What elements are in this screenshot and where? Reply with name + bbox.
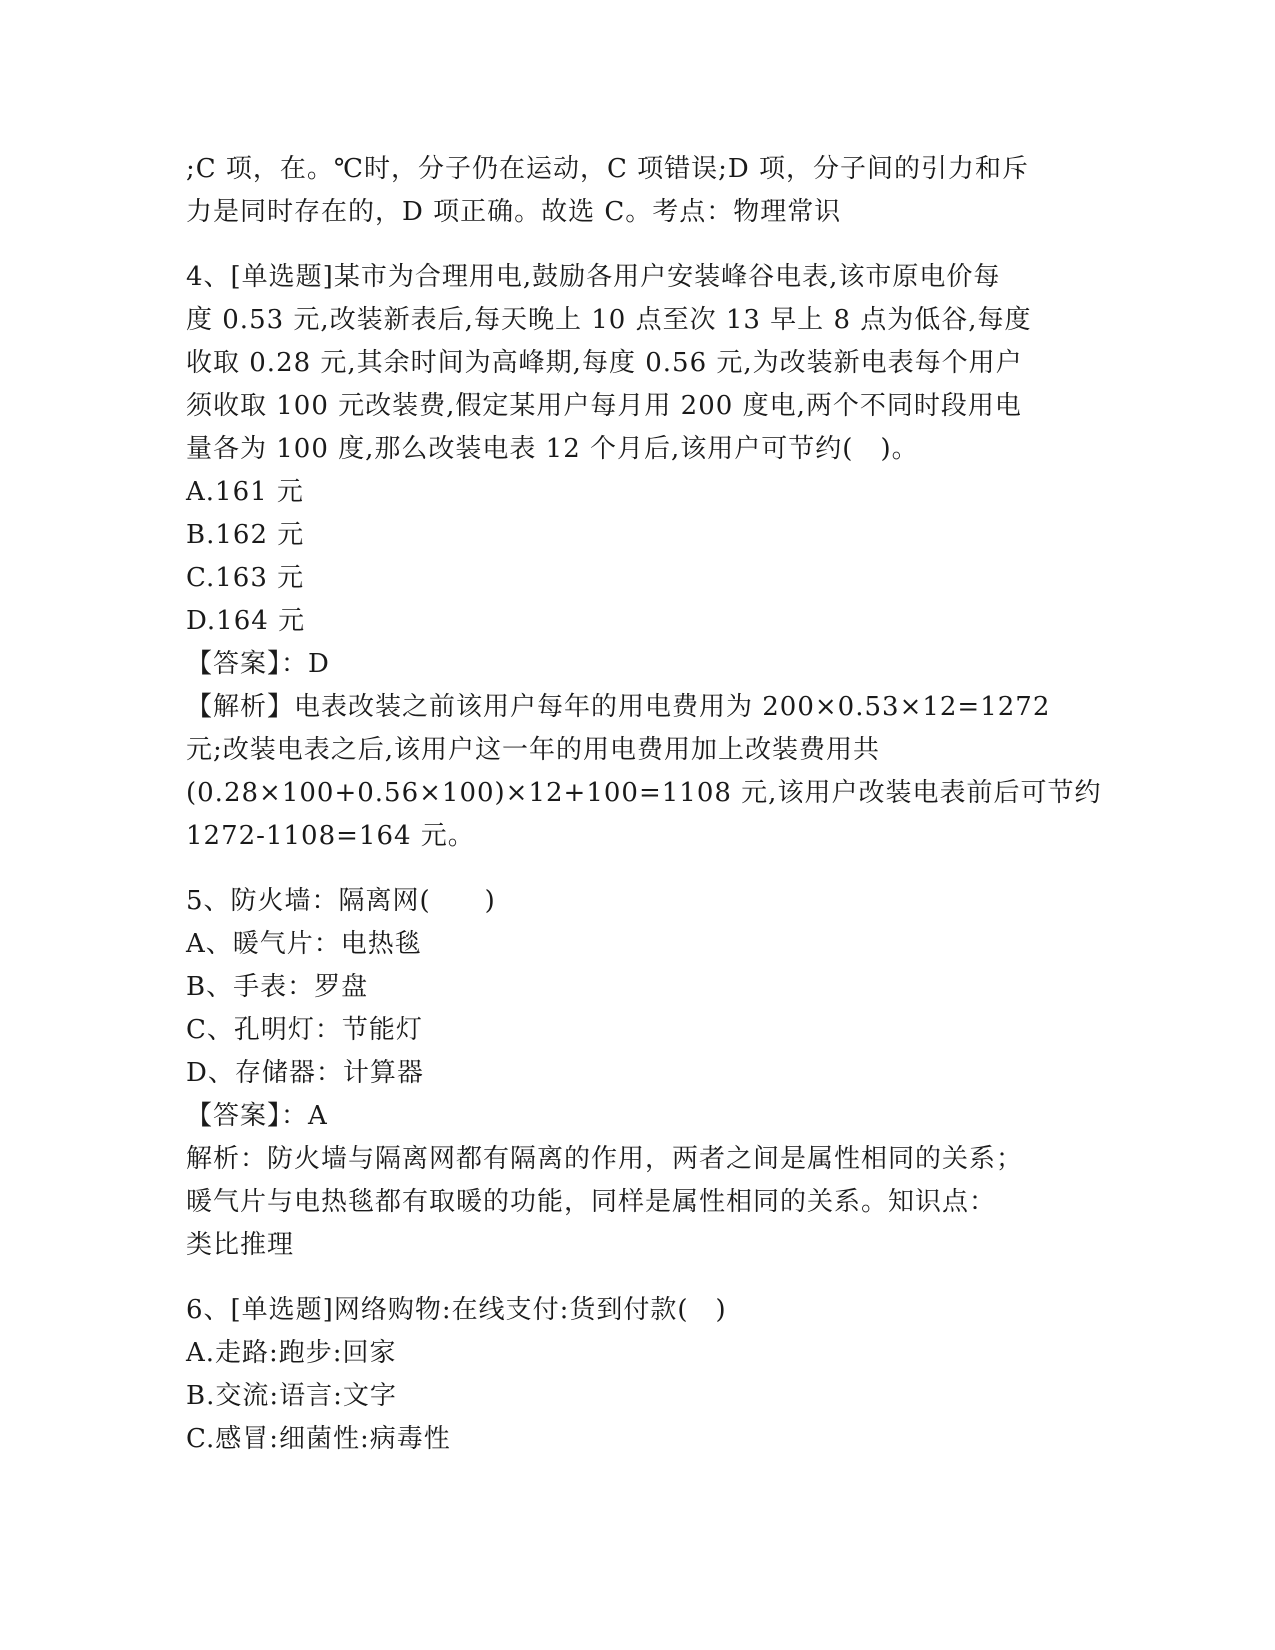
analysis-line: 暖气片与电热毯都有取暖的功能，同样是属性相同的关系。知识点： — [186, 1187, 997, 1217]
text-line: ;C 项，在。℃时，分子仍在运动，C 项错误;D 项，分子间的引力和斥 — [186, 154, 1030, 184]
option-b: B、手表：罗盘 — [186, 972, 369, 1002]
analysis-line: 元;改装电表之后,该用户这一年的用电费用加上改装费用共 — [186, 735, 881, 765]
option-a: A.161 元 — [186, 477, 304, 507]
option-c: C、孔明灯：节能灯 — [186, 1015, 423, 1045]
question-6 — [186, 1289, 1076, 1461]
question-stem-line: 度 0.53 元,改装新表后,每天晚上 10 点至次 13 早上 8 点为低谷,每度 — [186, 305, 1032, 335]
answer-line: 【答案】：A — [186, 1101, 328, 1131]
analysis-line: 类比推理 — [186, 1230, 295, 1260]
question-4 — [186, 256, 1102, 858]
question-stem-line: 5、防火墙：隔离网( ) — [186, 886, 496, 916]
answer-line: 【答案】：D — [186, 649, 330, 679]
question-stem-line: 4、[单选题]某市为合理用电,鼓励各用户安装峰谷电表,该市原电价每 — [186, 262, 1001, 292]
option-d: D.164 元 — [186, 606, 306, 636]
page-content — [186, 148, 1102, 1461]
question-5 — [186, 880, 1076, 1267]
analysis-line: 解析：防火墙与隔离网都有隔离的作用，两者之间是属性相同的关系； — [186, 1144, 1024, 1174]
question-stem-line: 须收取 100 元改装费,假定某用户每月用 200 度电,两个不同时段用电 — [186, 391, 1022, 421]
question-stem-line: 6、[单选题]网络购物:在线支付:货到付款( ) — [186, 1295, 727, 1325]
analysis-line: (0.28×100+0.56×100)×12+100=1108 元,该用户改装电表前后可节约 — [186, 778, 1102, 808]
text-line: 力是同时存在的，D 项正确。故选 C。考点：物理常识 — [186, 197, 842, 227]
analysis-line: 【解析】电表改装之前该用户每年的用电费用为 200×0.53×12=1272 — [186, 692, 1051, 722]
option-d: D、存储器：计算器 — [186, 1058, 424, 1088]
analysis-line: 1272-1108=164 元。 — [186, 821, 475, 851]
option-b: B.162 元 — [186, 520, 305, 550]
option-b: B.交流:语言:文字 — [186, 1381, 397, 1411]
question-stem-line: 收取 0.28 元,其余时间为高峰期,每度 0.56 元,为改装新电表每个用户 — [186, 348, 1023, 378]
question-stem-line: 量各为 100 度,那么改装电表 12 个月后,该用户可节约( )。 — [186, 434, 919, 464]
option-c: C.163 元 — [186, 563, 305, 593]
option-a: A、暖气片：电热毯 — [186, 929, 422, 959]
option-c: C.感冒:细菌性:病毒性 — [186, 1424, 451, 1454]
option-a: A.走路:跑步:回家 — [186, 1338, 397, 1368]
previous-question-continuation — [186, 148, 1076, 234]
